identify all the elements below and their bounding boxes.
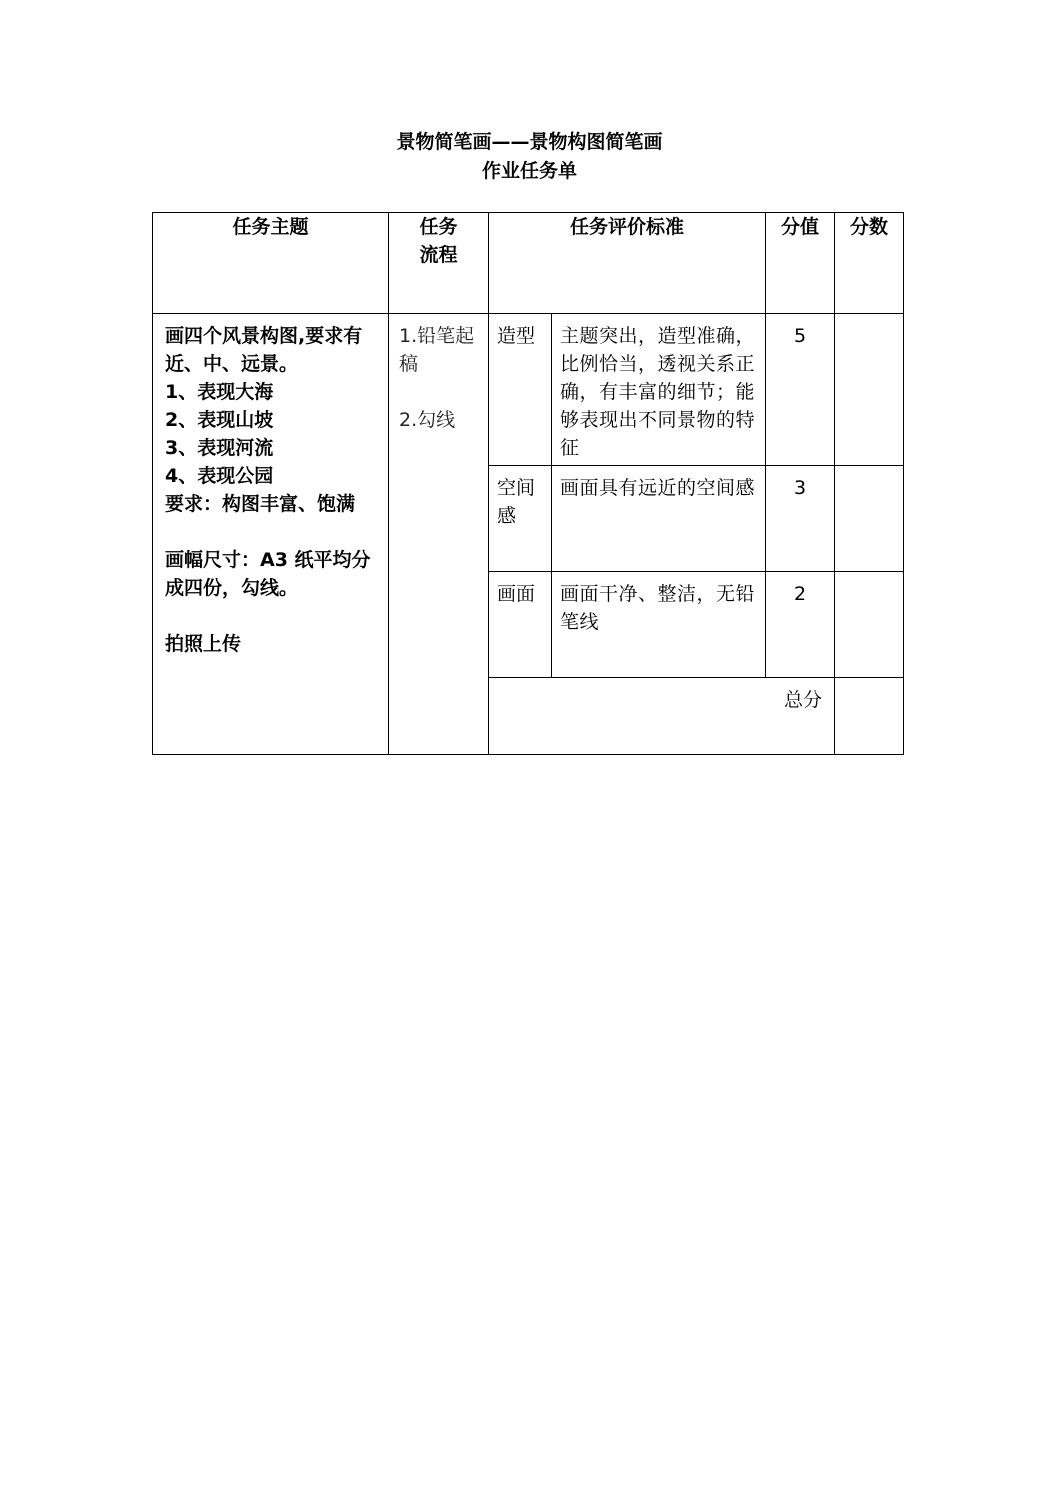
total-score-cell: [835, 678, 904, 755]
document-subtitle: 作业任务单: [481, 160, 577, 182]
table-header-row: [153, 213, 904, 314]
theme-item: 4、表现公园: [165, 465, 274, 487]
task-table: [152, 212, 904, 755]
criteria-category: 空间感: [489, 466, 552, 572]
theme-item: 2、表现山坡: [165, 409, 274, 431]
header-process: [389, 213, 489, 314]
criteria-description: 画面具有远近的空间感: [552, 466, 766, 572]
header-criteria: 任务评价标准: [489, 213, 766, 314]
theme-requirement: 要求：构图丰富、饱满: [165, 493, 356, 515]
criteria-category: 造型: [489, 314, 552, 466]
score-cell: [835, 466, 904, 572]
process-step: 2.勾线: [399, 409, 456, 431]
process-cell: [389, 314, 489, 755]
header-process-line2: 流程: [419, 244, 458, 266]
theme-item: 3、表现河流: [165, 437, 274, 459]
header-theme: 任务主题: [153, 213, 389, 314]
header-process-line1: 任务: [419, 216, 458, 238]
process-step: 1.铅笔起稿: [399, 325, 475, 375]
score-cell: [835, 314, 904, 466]
theme-cell: [153, 314, 389, 755]
score-cell: [835, 572, 904, 678]
criteria-value: 5: [766, 314, 835, 466]
criteria-value: 3: [766, 466, 835, 572]
total-label: 总分: [489, 678, 835, 755]
theme-item: 1、表现大海: [165, 381, 274, 403]
criteria-description: 主题突出，造型准确，比例恰当，透视关系正确，有丰富的细节；能够表现出不同景物的特征: [552, 314, 766, 466]
theme-size: 画幅尺寸：A3 纸平均分成四份，勾线。: [165, 549, 371, 599]
header-value: 分值: [766, 213, 835, 314]
header-score: 分数: [835, 213, 904, 314]
criteria-description: 画面干净、整洁，无铅笔线: [552, 572, 766, 678]
table-row: [153, 314, 904, 466]
criteria-value: 2: [766, 572, 835, 678]
criteria-category: 画面: [489, 572, 552, 678]
theme-upload: 拍照上传: [165, 633, 242, 655]
theme-intro: 画四个风景构图,要求有近、中、远景。: [165, 325, 363, 375]
document-title: 景物简笔画——景物构图简笔画: [396, 131, 663, 153]
